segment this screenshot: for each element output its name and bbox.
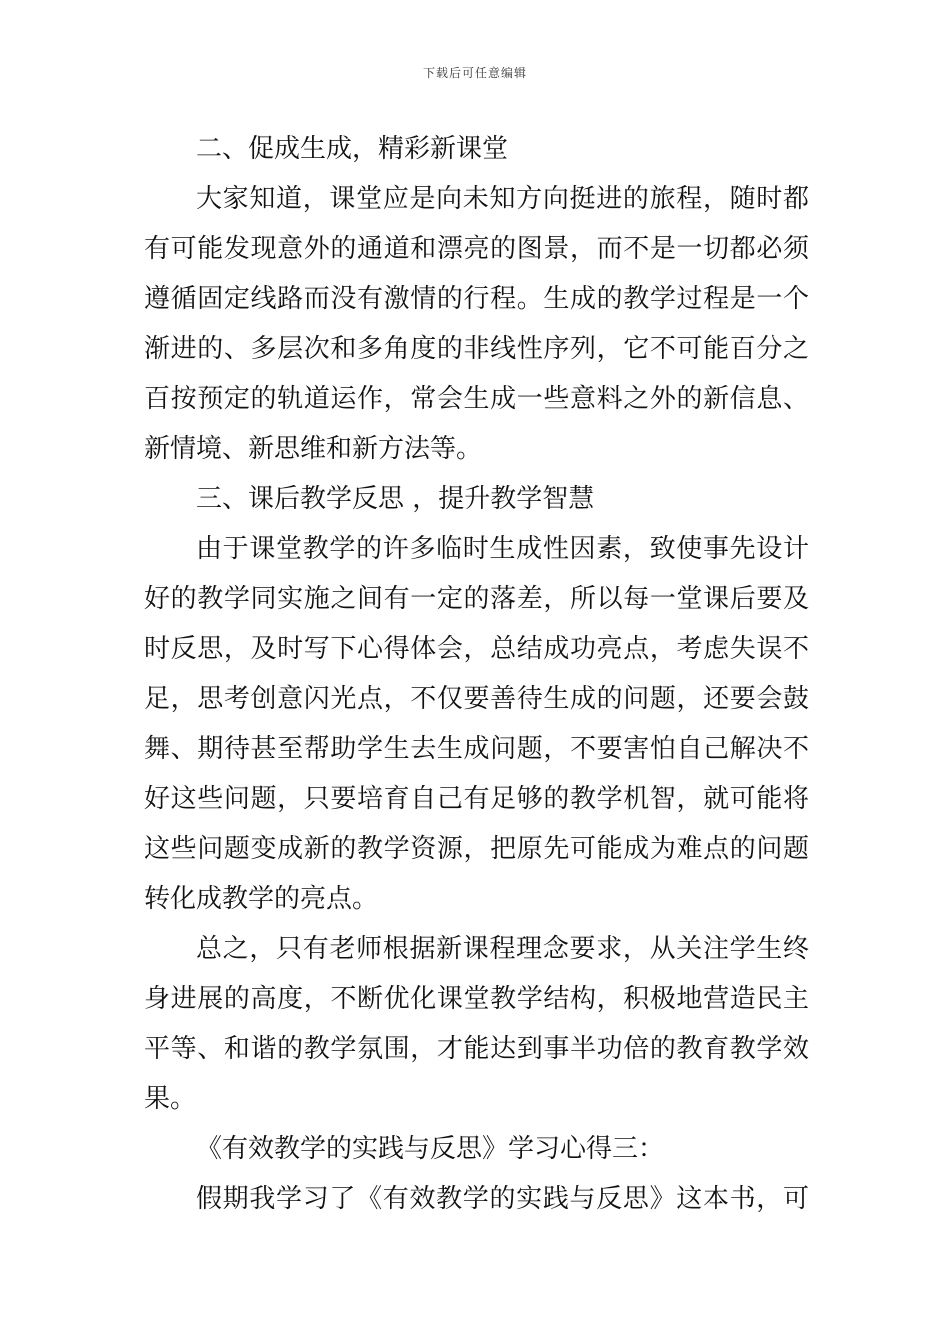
paragraph-line: 这些问题变成新的教学资源，把原先可能成为难点的问题	[144, 834, 809, 864]
paragraph-line: 好这些问题，只要培育自己有足够的教学机智，就可能将	[144, 784, 809, 814]
paragraph-line: 好的教学同实施之间有一定的落差，所以每一堂课后要及	[144, 584, 809, 614]
paragraph-line: 舞、期待甚至帮助学生去生成问题，不要害怕自己解决不	[144, 734, 809, 764]
page-header: 下载后可任意编辑	[422, 66, 527, 80]
section-heading: 三、课后教学反思 ，提升教学智慧	[196, 484, 595, 514]
paragraph-line: 足，思考创意闪光点，不仅要善待生成的问题，还要会鼓	[144, 684, 809, 714]
paragraph-line: 有可能发现意外的通道和漂亮的图景，而不是一切都必须	[144, 234, 809, 264]
paragraph-line: 身进展的高度，不断优化课堂教学结构，积极地营造民主	[144, 984, 809, 1014]
paragraph-line: 渐进的、多层次和多角度的非线性序列，它不可能百分之	[144, 334, 809, 364]
paragraph-line: 果。	[144, 1084, 197, 1114]
paragraph-line: 假期我学习了《有效教学的实践与反思》这本书，可	[196, 1184, 809, 1214]
section-heading: 二、促成生成，精彩新课堂	[196, 134, 509, 164]
paragraph-line: 大家知道，课堂应是向未知方向挺进的旅程，随时都	[196, 184, 809, 214]
section-heading: 《有效教学的实践与反思》学习心得三：	[196, 1134, 665, 1164]
paragraph-line: 新情境、新思维和新方法等。	[144, 434, 483, 464]
paragraph-line: 遵循固定线路而没有激情的行程。生成的教学过程是一个	[144, 284, 809, 314]
paragraph-line: 平等、和谐的教学氛围，才能达到事半功倍的教育教学效	[144, 1034, 809, 1064]
paragraph-line: 由于课堂教学的许多临时生成性因素，致使事先设计	[196, 534, 809, 564]
paragraph-line: 总之，只有老师根据新课程理念要求，从关注学生终	[196, 934, 809, 964]
paragraph-line: 时反思，及时写下心得体会，总结成功亮点，考虑失误不	[144, 634, 809, 664]
paragraph-line: 百按预定的轨道运作，常会生成一些意料之外的新信息、	[144, 384, 809, 414]
paragraph-line: 转化成教学的亮点。	[144, 884, 379, 914]
document-body	[144, 124, 809, 1224]
